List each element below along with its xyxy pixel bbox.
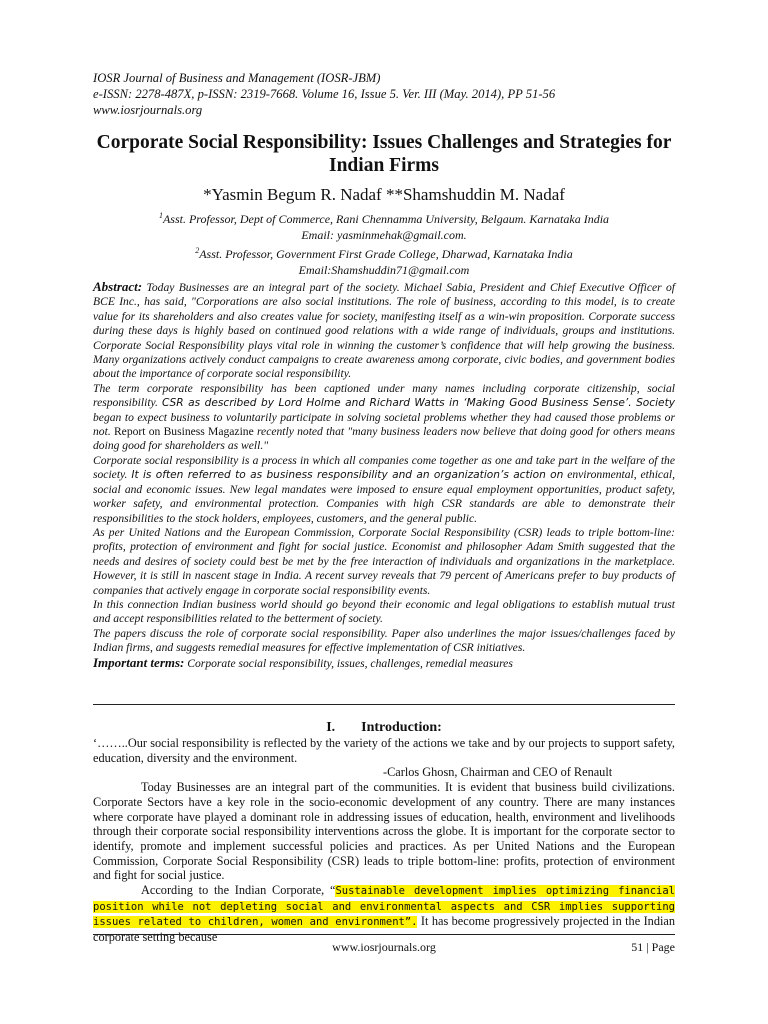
- abstract-text-2c: began to expect business to voluntarily participate in solving societal problems whether they had caused those problems or not.: [93, 410, 675, 439]
- journal-name: IOSR Journal of Business and Management (IOSR-JBM): [93, 71, 381, 85]
- affiliation-1-email[interactable]: Email: yasminmehak@gmail.com.: [301, 227, 467, 242]
- journal-url[interactable]: www.iosrjournals.org: [93, 103, 203, 117]
- affiliation-2-marker: 2: [195, 246, 200, 255]
- important-terms-text: Corporate social responsibility, issues, challenges, remedial measures: [184, 656, 513, 670]
- section-heading: [93, 719, 675, 736]
- abstract-text-3c: environmental, ethical, social and economic issues. New legal mandates were imposed to ensure equal employment opportunities, product safety, worker safety, and environmental protection. Companies with high CSR standards are able to demonstrate their responsibilities to the stock holders, employees, customers, and the general public.: [93, 468, 675, 525]
- important-terms: [93, 656, 675, 671]
- affiliation-1-text: Asst. Professor, Dept of Commerce, Rani Chennamma University, Belgaum. Karnataka India: [162, 212, 610, 226]
- abstract-paragraph-4: As per United Nations and the European Commission, Corporate Social Responsibility (CSR) leads to triple bottom-line: profits, protection of environment and fight for social justice. Economist and philosopher Adam Smith suggested that the needs and desires of society could best be met by the free interaction of individuals and organizations in the marketplace. However, it is still in nascent stage in India. A recent survey reveals that 79 percent of Americans prefer to buy products of companies that actively engage in corporate social responsibility events.: [93, 525, 675, 597]
- affiliation-1-marker: 1: [158, 211, 163, 220]
- quote-attribution: -Carlos Ghosn, Chairman and CEO of Renault: [383, 765, 613, 780]
- abstract-paragraph-3: [93, 454, 675, 526]
- journal-issn: e-ISSN: 2278-487X, p-ISSN: 2319-7668. Volume 16, Issue 5. Ver. III (May. 2014), PP 51-56: [93, 87, 556, 101]
- intro-paragraph-1: Today Businesses are an integral part of the communities. It is evident that business build civilizations. Corporate Sectors have a key role in the socio-economic development of any country. There are many instances where corporate have played a dominant role in addressing issues of education, health, environment and livelihoods through their corporate social responsibility interventions across the globe. It is important for the corporate sector to identify, promote and implement successful policies and practices. As per United Nations and the European Commission, Corporate Social Responsibility (CSR) leads to triple bottom-line: profits, protection of environment and fight for social justice.: [93, 780, 675, 883]
- intro-text-2a: According to the Indian Corporate, “: [141, 883, 336, 898]
- abstract: [93, 280, 675, 671]
- abstract-text-2a: The term corporate responsibility has been captioned under many names including corporate citizenship, social responsibility.: [93, 381, 675, 410]
- affiliation-2: [93, 243, 675, 263]
- paper-title: Corporate Social Responsibility: Issues Challenges and Strategies for Indian Firms: [96, 132, 672, 176]
- abstract-text-2b: CSR as described by Lord Holme and Richard Watts in ‘Making Good Business Sense’. Society: [161, 397, 675, 410]
- abstract-paragraph-1: [93, 280, 675, 382]
- footer-url[interactable]: www.iosrjournals.org: [332, 940, 436, 954]
- section-title: Introduction:: [361, 720, 442, 735]
- abstract-text-3a: Corporate social responsibility is a process in which all companies come together as one and take part in the welfare of the society.: [93, 453, 675, 482]
- journal-header: [93, 70, 693, 118]
- intro-quote: ‘……..Our social responsibility is reflected by the variety of the actions we take and by our projects to support safety, education, diversity and the environment.: [93, 736, 675, 765]
- abstract-paragraph-6: The papers discuss the role of corporate social responsibility. Paper also underlines the major issues/challenges faced by Indian firms, and suggests remedial measures for effective implementation of CSR initiatives.: [93, 626, 675, 655]
- highlighted-quote: Sustainable development implies optimizing financial position while not depleting social and environmental aspects and CSR implies supporting issues related to children, women and environment”.: [93, 885, 675, 929]
- abstract-paragraph-2: [93, 382, 675, 454]
- abstract-label: Abstract:: [93, 279, 143, 294]
- affiliation-2-text: Asst. Professor, Government First Grade College, Dharwad, Karnataka India: [199, 247, 573, 261]
- abstract-text-2d: Report on Business Magazine: [113, 425, 254, 439]
- introduction-body: [93, 736, 675, 945]
- intro-paragraph-2: [93, 883, 675, 945]
- abstract-paragraph-5: In this connection Indian business world should go beyond their economic and legal obligations to establish mutual trust and accept responsibilities related to the betterment of society.: [93, 597, 675, 626]
- intro-text-2b: It has become progressively projected in the Indian corporate setting because: [93, 914, 675, 945]
- footer-divider: [93, 934, 675, 935]
- author-block: [93, 184, 675, 278]
- author-names: *Yasmin Begum R. Nadaf **Shamshuddin M. Nadaf: [203, 185, 565, 204]
- important-terms-label: Important terms:: [93, 654, 185, 670]
- section-number: I.: [326, 720, 336, 735]
- affiliation-1: [93, 208, 675, 228]
- abstract-text-3b: It is often referred to as business responsibility and an organization’s action on: [131, 469, 564, 482]
- abstract-divider: [93, 704, 675, 705]
- affiliation-2-email[interactable]: Email:Shamshuddin71@gmail.com: [298, 262, 470, 277]
- page-number: 51 | Page: [631, 940, 675, 954]
- abstract-text-2e: recently noted that "many business leaders now believe that doing good for others means doing good for shareholders as well.": [93, 425, 675, 453]
- abstract-text-1: Today Businesses are an integral part of the society. Michael Sabia, President and Chief Executive Officer of BCE Inc., has said, "Corporations are also social institutions. The role of business, according to this model, is to create value for its shareholders and also creates value for society, manifesting itself as a win-win proposition. Corporate success during these days is highly based on continued good relations with a wide range of individuals, groups and institutions. Corporate Social Responsibility plays vital role in winning the customer’s confidence that will help growing the business. Many organizations actively conduct campaigns to create awareness among corporate, civic bodies, and government bodies about the importance of corporate social responsibility.: [93, 281, 675, 381]
